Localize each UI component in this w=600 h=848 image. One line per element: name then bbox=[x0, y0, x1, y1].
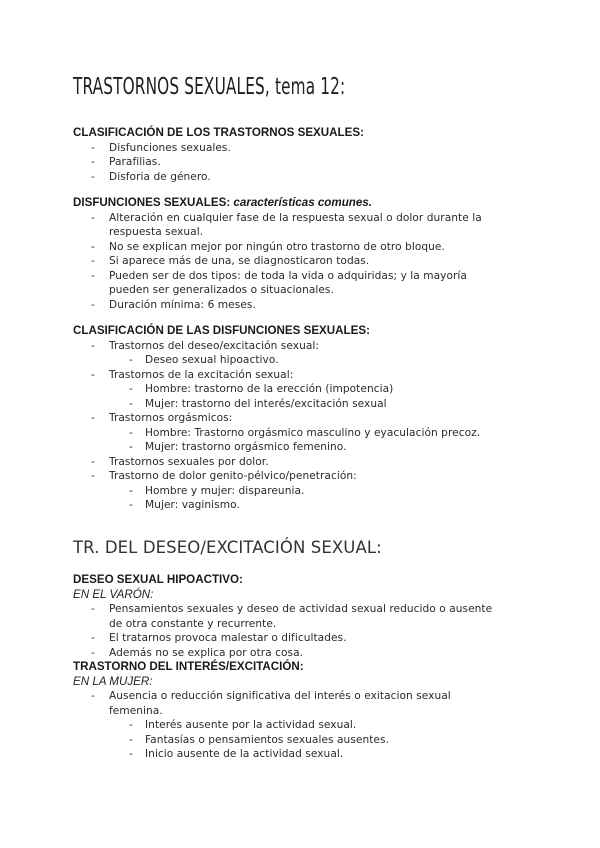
list-item bbox=[73, 411, 533, 426]
list-item-text: Mujer: trastorno orgásmico femenino. bbox=[145, 441, 347, 453]
section-heading: CLASIFICACIÓN DE LOS TRASTORNOS SEXUALES: bbox=[73, 126, 364, 139]
page-title: TRASTORNOS SEXUALES, tema 12: bbox=[73, 74, 346, 100]
dash-bullet: - bbox=[91, 412, 95, 424]
list-item-text: Disfunciones sexuales. bbox=[109, 141, 231, 154]
dash-bullet: - bbox=[129, 426, 133, 439]
section-heading: TRASTORNO DEL INTERÉS/EXCITACIÓN: bbox=[73, 660, 304, 673]
list-item bbox=[73, 602, 533, 631]
subheading: EN LA MUJER: bbox=[73, 674, 153, 688]
subheading: EN EL VARÓN: bbox=[73, 587, 154, 601]
dash-bullet: - bbox=[91, 339, 95, 352]
dash-bullet: - bbox=[129, 484, 133, 497]
sub-list-item bbox=[73, 484, 533, 499]
sub-list-item bbox=[73, 718, 533, 733]
dash-bullet: - bbox=[91, 455, 95, 468]
dash-bullet: - bbox=[91, 298, 95, 311]
list-item-text: Parafilias. bbox=[109, 156, 161, 168]
dash-bullet: - bbox=[91, 470, 95, 482]
list-item-text: No se explican mejor por ningún otro trastorno de otro bloque. bbox=[109, 240, 445, 253]
section-heading: DESEO SEXUAL HIPOACTIVO: bbox=[73, 573, 243, 586]
dash-bullet: - bbox=[129, 719, 133, 731]
sub-list-item bbox=[73, 498, 533, 513]
list-item bbox=[73, 269, 533, 298]
list-item-text: Duración mínima: 6 meses. bbox=[109, 298, 256, 311]
list-item-text: Deseo sexual hipoactivo. bbox=[145, 354, 279, 366]
list-item bbox=[73, 455, 533, 470]
list-item-text: Trastornos de la excitación sexual: bbox=[109, 368, 294, 381]
section-hypoactive-desire bbox=[73, 573, 533, 762]
dash-bullet: - bbox=[91, 141, 95, 154]
bullet-list bbox=[73, 602, 533, 660]
list-item-text: Hombre y mujer: dispareunia. bbox=[145, 484, 305, 497]
dash-bullet: - bbox=[91, 156, 95, 168]
bullet-list bbox=[73, 339, 533, 513]
list-item-text: Mujer: vaginismo. bbox=[145, 499, 240, 511]
dash-bullet: - bbox=[91, 170, 95, 183]
sub-list-item bbox=[73, 382, 533, 397]
dash-bullet: - bbox=[129, 441, 133, 453]
section-sexual-dysfunctions-features bbox=[73, 196, 533, 312]
list-item bbox=[73, 689, 533, 718]
sub-list-item bbox=[73, 353, 533, 368]
dash-bullet: - bbox=[91, 255, 95, 267]
list-item bbox=[73, 298, 533, 313]
dash-bullet: - bbox=[129, 354, 133, 366]
section-heading-suffix: características comunes. bbox=[233, 196, 372, 209]
section-classification-disorders bbox=[73, 126, 533, 184]
list-item-text: Trastornos orgásmicos: bbox=[109, 412, 233, 424]
section-heading: CLASIFICACIÓN DE LAS DISFUNCIONES SEXUALES: bbox=[73, 324, 370, 337]
list-item-text: Interés ausente por la actividad sexual. bbox=[145, 719, 357, 731]
list-item-text: Alteración en cualquier fase de la respuesta sexual o dolor durante la bbox=[109, 211, 482, 224]
sub-list-item bbox=[73, 747, 533, 762]
dash-bullet: - bbox=[91, 632, 95, 644]
list-item-text: Hombre: Trastorno orgásmico masculino y eyaculación precoz. bbox=[145, 426, 481, 439]
list-item bbox=[73, 469, 533, 484]
list-item-text: Disforia de género. bbox=[109, 170, 211, 183]
dash-bullet: - bbox=[129, 397, 133, 410]
bullet-list bbox=[73, 689, 533, 762]
sub-list-item bbox=[73, 440, 533, 455]
dash-bullet: - bbox=[129, 499, 133, 511]
list-item bbox=[73, 170, 533, 185]
list-item bbox=[73, 339, 533, 354]
list-item-text: Ausencia o reducción significativa del interés o exitacion sexual bbox=[109, 690, 451, 702]
list-item-text: Además no se explica por otra cosa. bbox=[109, 646, 304, 659]
dash-bullet: - bbox=[91, 211, 95, 224]
dash-bullet: - bbox=[91, 646, 95, 659]
list-item-text: El tratarnos provoca malestar o dificultades. bbox=[109, 632, 347, 644]
dash-bullet: - bbox=[91, 603, 95, 615]
section-title-desire-arousal: TR. DEL DESEO/EXCITACIÓN SEXUAL: bbox=[73, 538, 382, 557]
list-item bbox=[73, 211, 533, 240]
list-item-text: Pueden ser de dos tipos: de toda la vida o adquiridas; y la mayoría bbox=[109, 269, 467, 282]
list-item-text-cont: femenina. bbox=[109, 704, 163, 717]
section-heading-text: DISFUNCIONES SEXUALES: bbox=[73, 196, 231, 209]
list-item-text: Trastornos del deseo/excitación sexual: bbox=[109, 339, 319, 352]
list-item-text: Inicio ausente de la actividad sexual. bbox=[145, 748, 344, 760]
dash-bullet: - bbox=[129, 748, 133, 760]
list-item-text-cont: de otra constante y recurrente. bbox=[109, 617, 277, 630]
list-item bbox=[73, 155, 533, 170]
list-item bbox=[73, 368, 533, 383]
list-item bbox=[73, 646, 533, 661]
dash-bullet: - bbox=[91, 269, 95, 282]
list-item-text: Trastorno de dolor genito-pélvico/penetración: bbox=[109, 470, 357, 482]
sub-list-item bbox=[73, 426, 533, 441]
dash-bullet: - bbox=[91, 240, 95, 253]
list-item-text-cont: pueden ser generalizados o situacionales. bbox=[109, 284, 334, 296]
list-item bbox=[73, 141, 533, 156]
dash-bullet: - bbox=[129, 383, 133, 395]
list-item-text: Trastornos sexuales por dolor. bbox=[109, 455, 269, 468]
bullet-list bbox=[73, 141, 533, 185]
list-item-text: Si aparece más de una, se diagnosticaron todas. bbox=[109, 255, 370, 267]
section-classification-dysfunctions bbox=[73, 324, 533, 513]
list-item-text: Fantasías o pensamientos sexuales ausentes. bbox=[145, 733, 389, 746]
sub-list-item bbox=[73, 397, 533, 412]
list-item-text-cont: respuesta sexual. bbox=[109, 226, 204, 238]
list-item-text: Pensamientos sexuales y deseo de actividad sexual reducido o ausente bbox=[109, 603, 493, 615]
dash-bullet: - bbox=[129, 733, 133, 746]
bullet-list bbox=[73, 211, 533, 313]
list-item bbox=[73, 254, 533, 269]
list-item-text: Mujer: trastorno del interés/excitación sexual bbox=[145, 397, 387, 410]
list-item bbox=[73, 631, 533, 646]
list-item bbox=[73, 240, 533, 255]
section-heading bbox=[73, 196, 533, 211]
dash-bullet: - bbox=[91, 368, 95, 381]
list-item-text: Hombre: trastorno de la erección (impotencia) bbox=[145, 383, 394, 395]
sub-list-item bbox=[73, 733, 533, 748]
dash-bullet: - bbox=[91, 690, 95, 702]
